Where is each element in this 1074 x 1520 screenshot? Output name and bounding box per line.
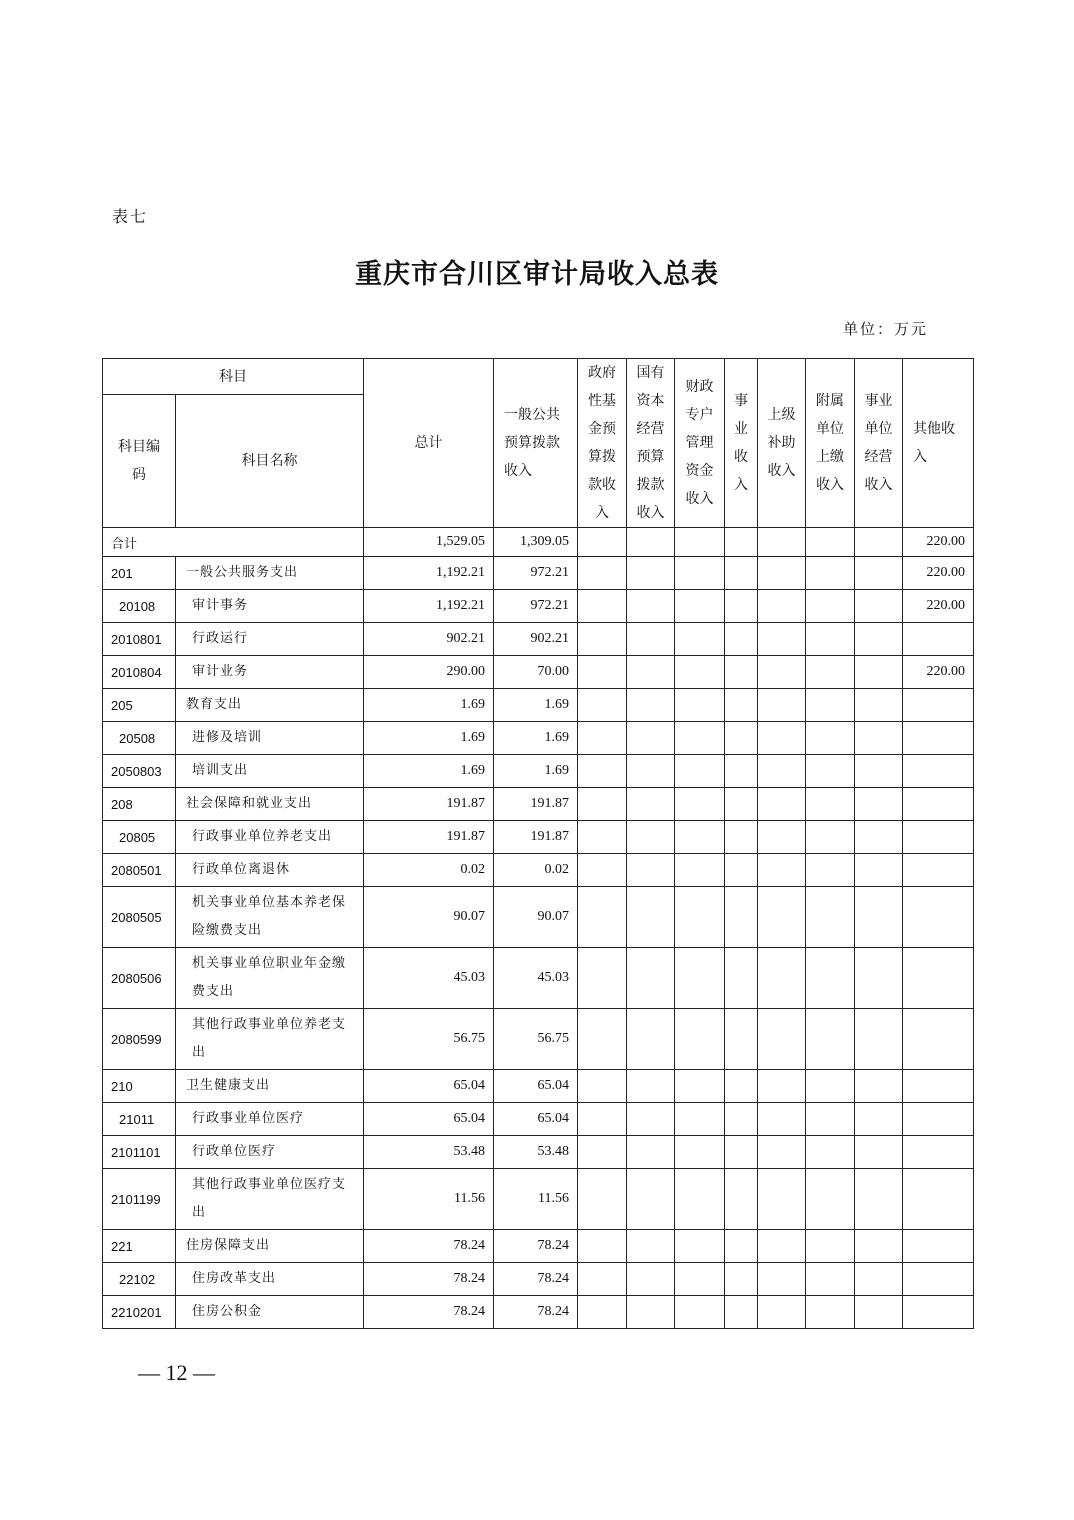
cell-general: 972.21 (494, 557, 578, 590)
row-name: 其他行政事业单位养老支出 (176, 1009, 364, 1070)
cell-total: 56.75 (364, 1009, 494, 1070)
table-row (103, 854, 974, 887)
row-name: 一般公共服务支出 (176, 557, 364, 590)
cell-total: 53.48 (364, 1136, 494, 1169)
cell-general: 65.04 (494, 1103, 578, 1136)
cell-general: 1.69 (494, 689, 578, 722)
cell-total: 1,529.05 (364, 528, 494, 557)
cell-other (903, 821, 974, 854)
table-row (103, 1009, 974, 1070)
table-row (103, 948, 974, 1009)
row-name: 进修及培训 (176, 722, 364, 755)
page-number: — 12 — (138, 1360, 215, 1385)
page-title: 重庆市合川区审计局收入总表 (355, 259, 719, 290)
row-code: 2080505 (103, 887, 176, 948)
cell-other (903, 1136, 974, 1169)
table-row (103, 755, 974, 788)
cell-total: 191.87 (364, 821, 494, 854)
unit-label: 单位：万元 (843, 320, 929, 338)
cell-general: 53.48 (494, 1136, 578, 1169)
table-row (103, 1230, 974, 1263)
row-name: 审计业务 (176, 656, 364, 689)
table-row (103, 1263, 974, 1296)
table-row (103, 821, 974, 854)
cell-other: 220.00 (903, 590, 974, 623)
table-row (103, 656, 974, 689)
row-name: 培训支出 (176, 755, 364, 788)
row-code: 2080506 (103, 948, 176, 1009)
cell-other (903, 1263, 974, 1296)
cell-total: 0.02 (364, 854, 494, 887)
row-code: 2010801 (103, 623, 176, 656)
table-row (103, 887, 974, 948)
cell-other (903, 788, 974, 821)
row-code: 21011 (103, 1103, 176, 1136)
cell-other (903, 1296, 974, 1329)
row-code: 205 (103, 689, 176, 722)
row-name: 其他行政事业单位医疗支出 (176, 1169, 364, 1230)
cell-general: 11.56 (494, 1169, 578, 1230)
table-row (103, 1070, 974, 1103)
row-code: 20508 (103, 722, 176, 755)
table-label: 表七 (112, 207, 149, 226)
cell-total: 1,192.21 (364, 590, 494, 623)
cell-general: 78.24 (494, 1230, 578, 1263)
cell-total: 902.21 (364, 623, 494, 656)
cell-total: 11.56 (364, 1169, 494, 1230)
table-row (103, 788, 974, 821)
cell-total: 1,192.21 (364, 557, 494, 590)
cell-general: 56.75 (494, 1009, 578, 1070)
table-row (103, 722, 974, 755)
header-business-operation: 事业单位经营收入 (855, 359, 903, 528)
table-row (103, 1169, 974, 1230)
header-total: 总计 (364, 359, 494, 528)
cell-general: 1.69 (494, 755, 578, 788)
row-code: 合计 (103, 528, 364, 557)
cell-other (903, 1070, 974, 1103)
row-code: 22102 (103, 1263, 176, 1296)
row-code: 208 (103, 788, 176, 821)
cell-general: 902.21 (494, 623, 578, 656)
cell-total: 191.87 (364, 788, 494, 821)
cell-general: 1,309.05 (494, 528, 578, 557)
header-fiscal-special: 财政专户管理资金收入 (675, 359, 725, 528)
cell-total: 78.24 (364, 1296, 494, 1329)
cell-other (903, 623, 974, 656)
cell-general: 191.87 (494, 788, 578, 821)
header-affiliated: 附属单位上缴收入 (806, 359, 855, 528)
row-name: 机关事业单位职业年金缴费支出 (176, 948, 364, 1009)
cell-total: 65.04 (364, 1070, 494, 1103)
header-subject: 科目 (103, 359, 364, 395)
row-name: 行政运行 (176, 623, 364, 656)
income-summary-table (102, 358, 974, 1329)
cell-general: 70.00 (494, 656, 578, 689)
cell-other (903, 1009, 974, 1070)
table-row (103, 1103, 974, 1136)
cell-other (903, 1230, 974, 1263)
cell-other (903, 722, 974, 755)
cell-total: 90.07 (364, 887, 494, 948)
cell-total: 45.03 (364, 948, 494, 1009)
row-name: 机关事业单位基本养老保险缴费支出 (176, 887, 364, 948)
table-row-total (103, 528, 974, 557)
row-name: 行政单位医疗 (176, 1136, 364, 1169)
header-general-budget: 一般公共预算拨款收入 (494, 359, 578, 528)
cell-general: 972.21 (494, 590, 578, 623)
row-name: 住房改革支出 (176, 1263, 364, 1296)
header-gov-fund: 政府性基金预算拨款收入 (578, 359, 627, 528)
row-code: 2101199 (103, 1169, 176, 1230)
cell-general: 0.02 (494, 854, 578, 887)
row-code: 221 (103, 1230, 176, 1263)
cell-total: 78.24 (364, 1230, 494, 1263)
header-state-capital: 国有资本经营预算拨款收入 (627, 359, 675, 528)
cell-total: 78.24 (364, 1263, 494, 1296)
cell-other (903, 1103, 974, 1136)
row-name: 卫生健康支出 (176, 1070, 364, 1103)
row-name: 住房保障支出 (176, 1230, 364, 1263)
row-code: 2010804 (103, 656, 176, 689)
header-higher-subsidy: 上级补助收入 (758, 359, 806, 528)
row-name: 住房公积金 (176, 1296, 364, 1329)
header-subject-code: 科目编码 (103, 395, 176, 528)
row-name: 教育支出 (176, 689, 364, 722)
header-other: 其他收入 (903, 359, 974, 528)
row-name: 社会保障和就业支出 (176, 788, 364, 821)
cell-general: 78.24 (494, 1296, 578, 1329)
cell-general: 90.07 (494, 887, 578, 948)
row-code: 20805 (103, 821, 176, 854)
table-row (103, 1136, 974, 1169)
cell-total: 1.69 (364, 722, 494, 755)
cell-total: 1.69 (364, 755, 494, 788)
cell-general: 191.87 (494, 821, 578, 854)
table-row (103, 623, 974, 656)
row-name: 行政事业单位医疗 (176, 1103, 364, 1136)
row-code: 20108 (103, 590, 176, 623)
row-code: 210 (103, 1070, 176, 1103)
row-name: 行政单位离退休 (176, 854, 364, 887)
cell-general: 65.04 (494, 1070, 578, 1103)
row-code: 2210201 (103, 1296, 176, 1329)
cell-other (903, 689, 974, 722)
row-code: 2080501 (103, 854, 176, 887)
table-row (103, 557, 974, 590)
table-row (103, 590, 974, 623)
cell-general: 78.24 (494, 1263, 578, 1296)
cell-other (903, 948, 974, 1009)
cell-other (903, 755, 974, 788)
row-code: 2080599 (103, 1009, 176, 1070)
header-subject-name: 科目名称 (176, 395, 364, 528)
cell-other: 220.00 (903, 656, 974, 689)
cell-general: 1.69 (494, 722, 578, 755)
cell-total: 65.04 (364, 1103, 494, 1136)
row-code: 2050803 (103, 755, 176, 788)
cell-general: 45.03 (494, 948, 578, 1009)
table-row (103, 1296, 974, 1329)
cell-total: 1.69 (364, 689, 494, 722)
cell-other: 220.00 (903, 528, 974, 557)
row-code: 2101101 (103, 1136, 176, 1169)
cell-other (903, 1169, 974, 1230)
row-code: 201 (103, 557, 176, 590)
header-business: 事业收入 (725, 359, 758, 528)
row-name: 行政事业单位养老支出 (176, 821, 364, 854)
table-row (103, 689, 974, 722)
cell-other (903, 887, 974, 948)
row-name: 审计事务 (176, 590, 364, 623)
cell-other: 220.00 (903, 557, 974, 590)
cell-other (903, 854, 974, 887)
cell-total: 290.00 (364, 656, 494, 689)
